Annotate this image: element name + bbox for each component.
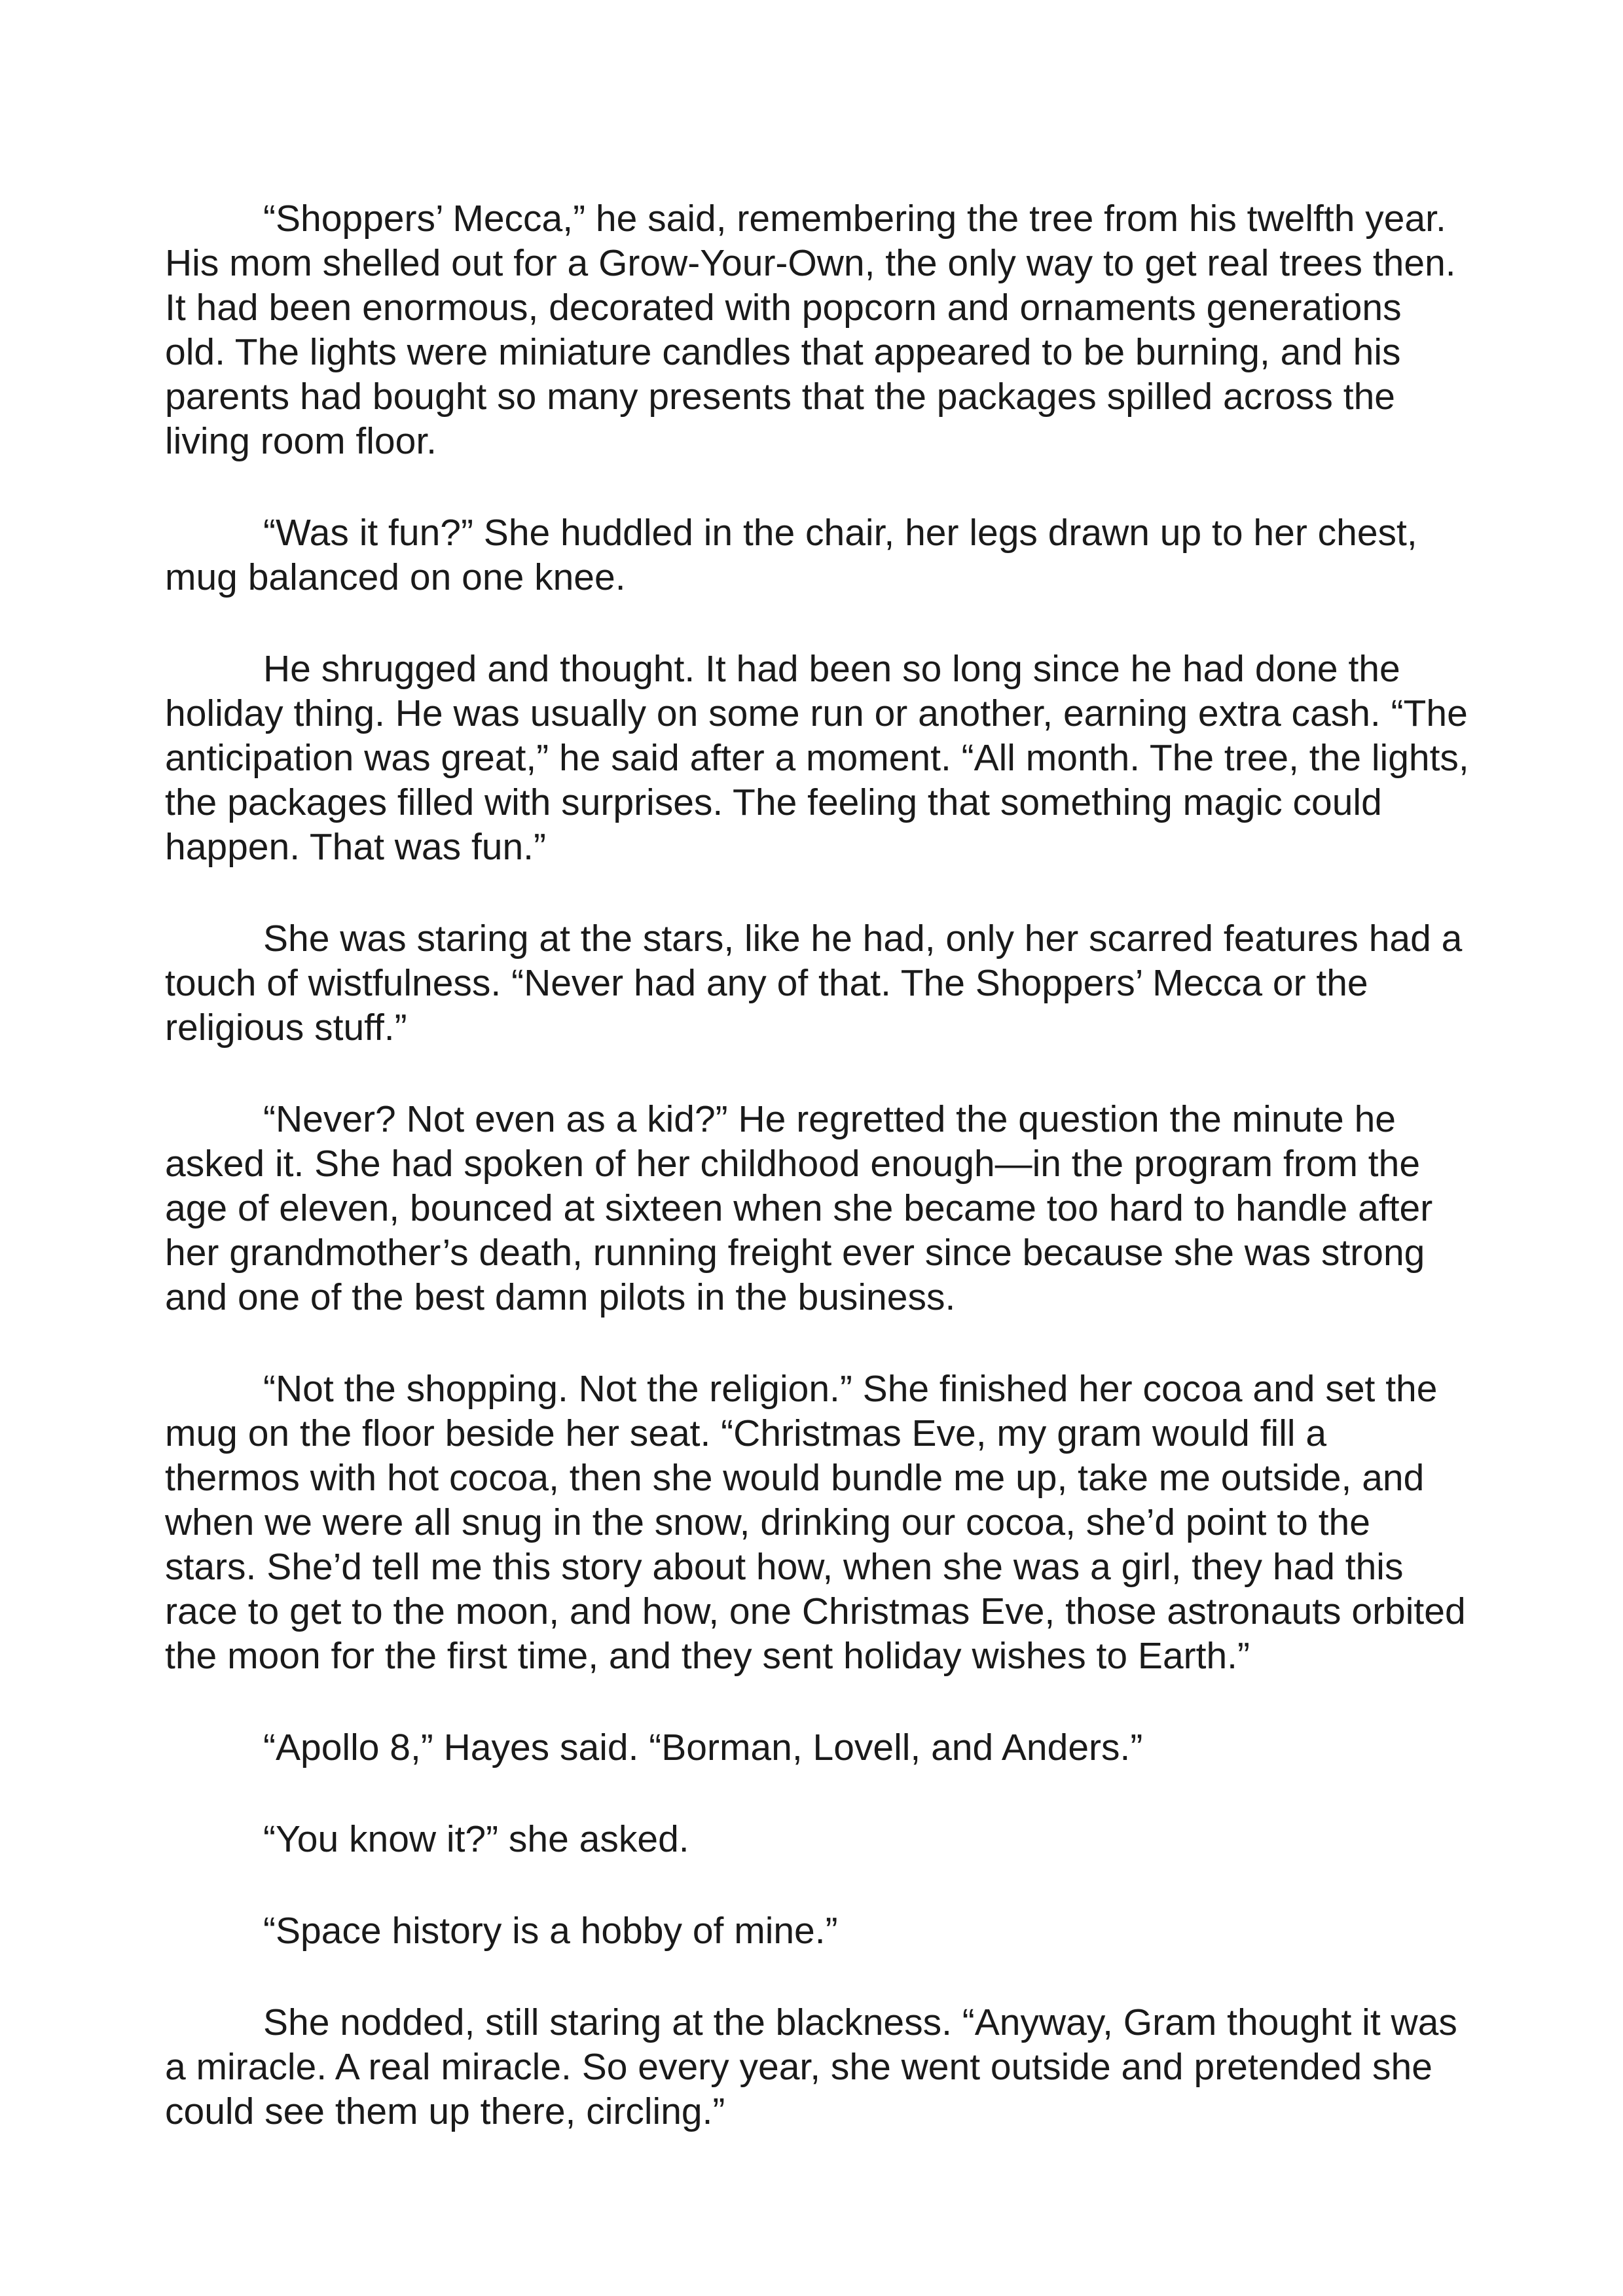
paragraph-3: He shrugged and thought. It had been so long since he had done the holiday thing. He was usually on some run or another, earning extra cash. “The anticipation was great,” he said after a moment. “All month. The tree, the lights, the packages filled with surprises. The feeling that something magic could happen. That was fun.”	[165, 648, 1469, 868]
story-text	[165, 196, 1471, 2181]
paragraph-7: “Apollo 8,” Hayes said. “Borman, Lovell, and Anders.”	[263, 1727, 1143, 1768]
paragraph-10: She nodded, still staring at the blackness. “Anyway, Gram thought it was a miracle. A real miracle. So every year, she went outside and pretended she could see them up there, circling.”	[165, 2001, 1457, 2132]
paragraph-4: She was staring at the stars, like he had, only her scarred features had a touch of wistfulness. “Never had any of that. The Shoppers’ Mecca or the religious stuff.”	[165, 918, 1463, 1049]
paragraph-9: “Space history is a hobby of mine.”	[263, 1910, 838, 1952]
paragraph-6: “Not the shopping. Not the religion.” She finished her cocoa and set the mug on the floor beside her seat. “Christmas Eve, my gram would fill a thermos with hot cocoa, then she would bundle me up, take me outside, and when we were all snug in the snow, drinking our cocoa, she’d point to the stars. She’d tell me this story about how, when she was a girl, they had this race to get to the moon, and how, one Christmas Eve, those astronauts orbited the moon for the first time, and they sent holiday wishes to Earth.”	[165, 1368, 1466, 1677]
paragraph-1: “Shoppers’ Mecca,” he said, remembering the tree from his twelfth year. His mom shelled out for a Grow-Your-Own, the only way to get real trees then. It had been enormous, decorated with popcorn and ornaments generations old. The lights were miniature candles that appeared to be burning, and his parents had bought so many presents that the packages spilled across the living room floor.	[165, 198, 1456, 462]
paragraph-2: “Was it fun?” She huddled in the chair, her legs drawn up to her chest, mug balanced on one knee.	[165, 512, 1417, 598]
paragraph-5: “Never? Not even as a kid?” He regretted the question the minute he asked it. She had spoken of her childhood enough—in the program from the age of eleven, bounced at sixteen when she became too hard to handle after her grandmother’s death, running freight ever since because she was strong and one of the best damn pilots in the business.	[165, 1098, 1433, 1318]
paragraph-8: “You know it?” she asked.	[263, 1818, 689, 1860]
